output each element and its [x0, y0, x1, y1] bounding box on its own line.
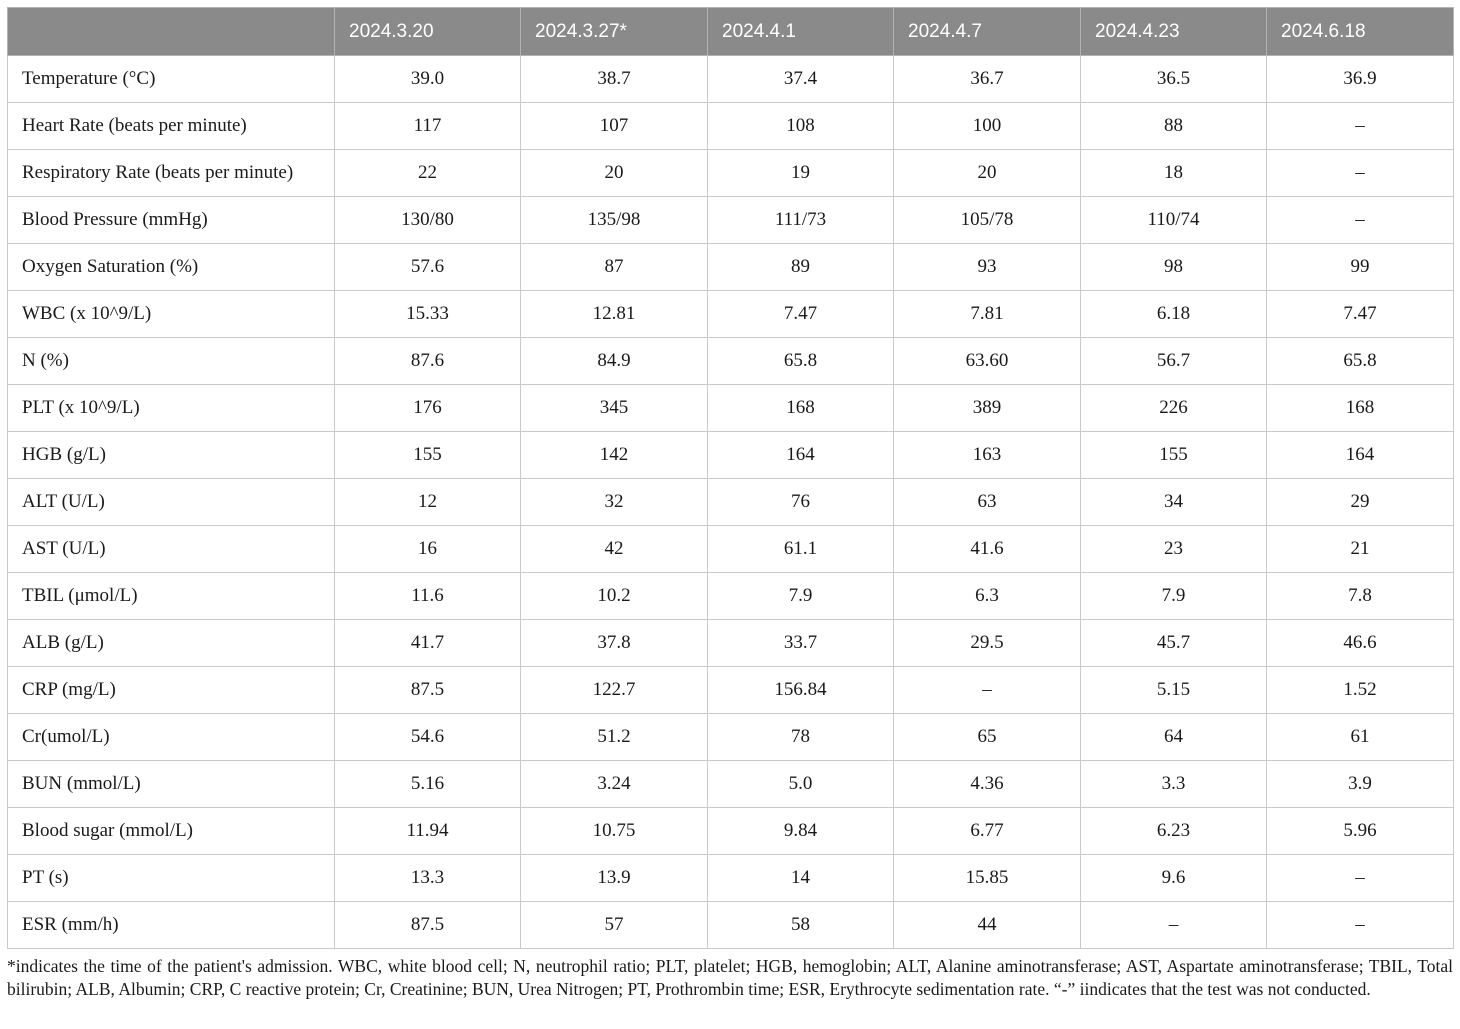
value-cell: 7.47	[1267, 291, 1454, 338]
value-cell: 84.9	[521, 338, 708, 385]
row-label: Temperature (°C)	[8, 56, 335, 103]
table-row	[8, 150, 1454, 197]
row-label: HGB (g/L)	[8, 432, 335, 479]
value-cell: 19	[708, 150, 894, 197]
table-row	[8, 432, 1454, 479]
table-row	[8, 103, 1454, 150]
value-cell: 100	[894, 103, 1081, 150]
value-cell: 226	[1081, 385, 1267, 432]
row-label: TBIL (μmol/L)	[8, 573, 335, 620]
value-cell: 88	[1081, 103, 1267, 150]
value-cell: 23	[1081, 526, 1267, 573]
value-cell: –	[1081, 902, 1267, 949]
value-cell: 57.6	[335, 244, 521, 291]
value-cell: 76	[708, 479, 894, 526]
value-cell: 156.84	[708, 667, 894, 714]
value-cell: 87.5	[335, 667, 521, 714]
value-cell: 10.75	[521, 808, 708, 855]
table-row	[8, 620, 1454, 667]
header-cell: 2024.6.18	[1267, 8, 1454, 56]
value-cell: –	[1267, 855, 1454, 902]
header-cell: 2024.4.1	[708, 8, 894, 56]
value-cell: 5.0	[708, 761, 894, 808]
row-label: ALT (U/L)	[8, 479, 335, 526]
value-cell: 21	[1267, 526, 1454, 573]
value-cell: 168	[1267, 385, 1454, 432]
value-cell: 89	[708, 244, 894, 291]
row-label: ALB (g/L)	[8, 620, 335, 667]
table-row	[8, 56, 1454, 103]
value-cell: 15.33	[335, 291, 521, 338]
value-cell: 5.16	[335, 761, 521, 808]
value-cell: 41.6	[894, 526, 1081, 573]
row-label: PLT (x 10^9/L)	[8, 385, 335, 432]
value-cell: 51.2	[521, 714, 708, 761]
table-row	[8, 808, 1454, 855]
value-cell: 12.81	[521, 291, 708, 338]
value-cell: 122.7	[521, 667, 708, 714]
header-cell: 2024.4.7	[894, 8, 1081, 56]
row-label: PT (s)	[8, 855, 335, 902]
value-cell: 61.1	[708, 526, 894, 573]
row-label: WBC (x 10^9/L)	[8, 291, 335, 338]
value-cell: 20	[894, 150, 1081, 197]
row-label: Respiratory Rate (beats per minute)	[8, 150, 335, 197]
value-cell: 111/73	[708, 197, 894, 244]
value-cell: 36.5	[1081, 56, 1267, 103]
table-footnote: *indicates the time of the patient's admission. WBC, white blood cell; N, neutrophil ratio; PLT, platelet; HGB, hemoglobin; ALT, Alanine aminotransferase; AST, Aspartate aminotransferase; TBIL, Total bilirubin; ALB, Albumin; CRP, C reactive protein; Cr, Creatinine; BUN, Urea Nitrogen; PT, Prothrombin time; ESR, Erythrocyte sedimentation rate. “-” iindicates that the test was not conducted.	[7, 956, 1453, 999]
value-cell: 130/80	[335, 197, 521, 244]
value-cell: 7.81	[894, 291, 1081, 338]
row-label: Blood sugar (mmol/L)	[8, 808, 335, 855]
value-cell: 3.9	[1267, 761, 1454, 808]
header-cell: 2024.3.27*	[521, 8, 708, 56]
header-row	[8, 8, 1454, 56]
row-label: CRP (mg/L)	[8, 667, 335, 714]
value-cell: 87.6	[335, 338, 521, 385]
value-cell: 63.60	[894, 338, 1081, 385]
row-label: Heart Rate (beats per minute)	[8, 103, 335, 150]
value-cell: 7.47	[708, 291, 894, 338]
value-cell: 1.52	[1267, 667, 1454, 714]
value-cell: –	[1267, 103, 1454, 150]
value-cell: 135/98	[521, 197, 708, 244]
value-cell: 54.6	[335, 714, 521, 761]
value-cell: 15.85	[894, 855, 1081, 902]
value-cell: –	[1267, 150, 1454, 197]
table-row	[8, 667, 1454, 714]
table-row	[8, 855, 1454, 902]
value-cell: 107	[521, 103, 708, 150]
value-cell: –	[1267, 902, 1454, 949]
value-cell: 345	[521, 385, 708, 432]
value-cell: 45.7	[1081, 620, 1267, 667]
value-cell: 7.9	[708, 573, 894, 620]
table-row	[8, 385, 1454, 432]
value-cell: 3.24	[521, 761, 708, 808]
value-cell: 6.18	[1081, 291, 1267, 338]
value-cell: 142	[521, 432, 708, 479]
value-cell: 65.8	[1267, 338, 1454, 385]
value-cell: 41.7	[335, 620, 521, 667]
value-cell: 29.5	[894, 620, 1081, 667]
value-cell: 32	[521, 479, 708, 526]
value-cell: 164	[708, 432, 894, 479]
value-cell: 12	[335, 479, 521, 526]
row-label: AST (U/L)	[8, 526, 335, 573]
value-cell: 389	[894, 385, 1081, 432]
table-row	[8, 244, 1454, 291]
table-body	[8, 56, 1454, 949]
value-cell: 44	[894, 902, 1081, 949]
value-cell: 7.8	[1267, 573, 1454, 620]
row-label: Oxygen Saturation (%)	[8, 244, 335, 291]
value-cell: 36.7	[894, 56, 1081, 103]
value-cell: 5.15	[1081, 667, 1267, 714]
row-label: ESR (mm/h)	[8, 902, 335, 949]
value-cell: 11.94	[335, 808, 521, 855]
value-cell: 110/74	[1081, 197, 1267, 244]
value-cell: 164	[1267, 432, 1454, 479]
value-cell: 22	[335, 150, 521, 197]
value-cell: 14	[708, 855, 894, 902]
table-row	[8, 526, 1454, 573]
value-cell: 108	[708, 103, 894, 150]
value-cell: 16	[335, 526, 521, 573]
value-cell: 155	[1081, 432, 1267, 479]
row-label: BUN (mmol/L)	[8, 761, 335, 808]
value-cell: 6.3	[894, 573, 1081, 620]
value-cell: 58	[708, 902, 894, 949]
header-cell: 2024.3.20	[335, 8, 521, 56]
value-cell: 9.6	[1081, 855, 1267, 902]
lab-results-container	[7, 7, 1453, 1001]
table-row	[8, 197, 1454, 244]
table-row	[8, 573, 1454, 620]
value-cell: 7.9	[1081, 573, 1267, 620]
value-cell: 98	[1081, 244, 1267, 291]
value-cell: 93	[894, 244, 1081, 291]
value-cell: 38.7	[521, 56, 708, 103]
value-cell: 46.6	[1267, 620, 1454, 667]
value-cell: 37.8	[521, 620, 708, 667]
value-cell: 168	[708, 385, 894, 432]
value-cell: 3.3	[1081, 761, 1267, 808]
value-cell: 155	[335, 432, 521, 479]
row-label: Blood Pressure (mmHg)	[8, 197, 335, 244]
value-cell: 29	[1267, 479, 1454, 526]
table-row	[8, 714, 1454, 761]
value-cell: 11.6	[335, 573, 521, 620]
table-row	[8, 338, 1454, 385]
value-cell: 5.96	[1267, 808, 1454, 855]
value-cell: 105/78	[894, 197, 1081, 244]
value-cell: –	[1267, 197, 1454, 244]
value-cell: 6.77	[894, 808, 1081, 855]
value-cell: 34	[1081, 479, 1267, 526]
value-cell: 57	[521, 902, 708, 949]
value-cell: 13.9	[521, 855, 708, 902]
value-cell: 9.84	[708, 808, 894, 855]
value-cell: 87.5	[335, 902, 521, 949]
value-cell: 42	[521, 526, 708, 573]
value-cell: 18	[1081, 150, 1267, 197]
value-cell: 78	[708, 714, 894, 761]
table-row	[8, 291, 1454, 338]
row-label: Cr(umol/L)	[8, 714, 335, 761]
value-cell: –	[894, 667, 1081, 714]
value-cell: 33.7	[708, 620, 894, 667]
header-cell	[8, 8, 335, 56]
value-cell: 56.7	[1081, 338, 1267, 385]
value-cell: 13.3	[335, 855, 521, 902]
header-cell: 2024.4.23	[1081, 8, 1267, 56]
value-cell: 10.2	[521, 573, 708, 620]
value-cell: 176	[335, 385, 521, 432]
table-row	[8, 479, 1454, 526]
value-cell: 65.8	[708, 338, 894, 385]
value-cell: 20	[521, 150, 708, 197]
value-cell: 117	[335, 103, 521, 150]
value-cell: 37.4	[708, 56, 894, 103]
value-cell: 65	[894, 714, 1081, 761]
lab-results-table	[7, 7, 1454, 949]
value-cell: 63	[894, 479, 1081, 526]
table-row	[8, 902, 1454, 949]
value-cell: 39.0	[335, 56, 521, 103]
value-cell: 87	[521, 244, 708, 291]
value-cell: 36.9	[1267, 56, 1454, 103]
value-cell: 61	[1267, 714, 1454, 761]
value-cell: 6.23	[1081, 808, 1267, 855]
value-cell: 163	[894, 432, 1081, 479]
table-row	[8, 761, 1454, 808]
value-cell: 4.36	[894, 761, 1081, 808]
value-cell: 99	[1267, 244, 1454, 291]
row-label: N (%)	[8, 338, 335, 385]
value-cell: 64	[1081, 714, 1267, 761]
